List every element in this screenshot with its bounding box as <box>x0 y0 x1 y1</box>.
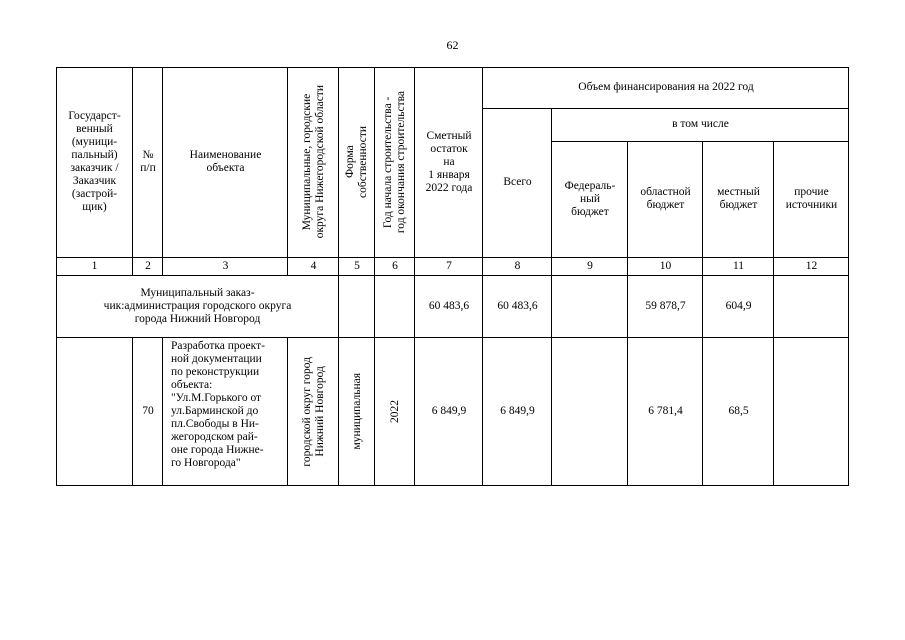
customer-row-local: 604,9 <box>725 299 752 312</box>
object-row-municipality <box>288 337 339 486</box>
object-row-name: Разработка проект- ной документации по реконструкции объекта: "Ул.М.Горького от ул.Барминской до пл.Свободы в Ни- жегородском рай- оне города Нижне- го Новгорода" <box>171 340 265 469</box>
col-number-6: 6 <box>392 259 398 272</box>
header-ownership-text: Форма собственности <box>344 126 369 198</box>
col-number-5: 5 <box>354 259 360 272</box>
object-row-total: 6 849,9 <box>500 405 535 417</box>
customer-row-federal <box>552 275 628 337</box>
header-municipality-text: Муниципальные, городские округа Нижегородской области <box>300 85 326 239</box>
header-years-text: Год начала строительства - год окончания строительства <box>382 90 407 234</box>
col-number-3: 3 <box>222 259 229 272</box>
header-estimate-remainder: Сметный остаток на 1 января 2022 года <box>425 129 473 194</box>
header-ownership <box>339 67 375 257</box>
object-row-estimate: 6 849,9 <box>431 405 467 417</box>
customer-row-other <box>774 275 849 337</box>
header-years <box>375 67 415 257</box>
col-number-1: 1 <box>91 259 98 272</box>
col-number-12: 12 <box>805 259 818 272</box>
page-number: 62 <box>446 38 459 52</box>
col-number-11: 11 <box>732 259 745 272</box>
col-number-9: 9 <box>587 259 593 272</box>
object-row-regional: 6 781,4 <box>648 405 683 417</box>
header-municipality <box>288 67 339 257</box>
header-federal: Федераль- ный бюджет <box>564 179 616 218</box>
object-row-other <box>774 337 849 486</box>
col-number-2: 2 <box>145 259 151 272</box>
customer-row-regional: 59 878,7 <box>645 299 686 312</box>
customer-row-total: 60 483,6 <box>497 299 538 312</box>
header-regional: областной бюджет <box>640 186 691 211</box>
object-row-years <box>375 337 415 486</box>
object-row-local: 68,5 <box>728 405 749 417</box>
object-row-number: 70 <box>142 405 154 417</box>
header-object-name: Наименование объекта <box>189 149 262 174</box>
object-row-years-text: 2022 <box>388 400 401 423</box>
object-row-federal <box>552 337 628 486</box>
header-including: в том числе <box>672 118 729 130</box>
col-number-4: 4 <box>310 259 317 272</box>
header-funding-title: Объем финансирования на 2022 год <box>578 81 754 93</box>
col-number-7: 7 <box>446 259 452 272</box>
col-number-8: 8 <box>514 259 521 272</box>
header-customer: Государст- венный (муници- пальный) заказчик / Заказчик (застрой- щик) <box>68 110 121 213</box>
customer-row-name: Муниципальный заказ- чик:администрация городского округа города Нижний Новгород <box>103 286 292 325</box>
header-total: Всего <box>503 176 532 188</box>
object-row-customer <box>56 337 133 486</box>
object-row-ownership <box>339 337 375 486</box>
header-number: № п/п <box>140 149 156 174</box>
customer-row-estimate: 60 483,6 <box>428 299 470 312</box>
header-other: прочие источники <box>785 186 838 211</box>
object-row-ownership-text: муниципальная <box>350 373 363 450</box>
object-row-municipality-text: городской округ город Нижний Новгород <box>300 356 326 467</box>
col-number-10: 10 <box>659 259 672 272</box>
header-local: местный бюджет <box>717 186 760 211</box>
